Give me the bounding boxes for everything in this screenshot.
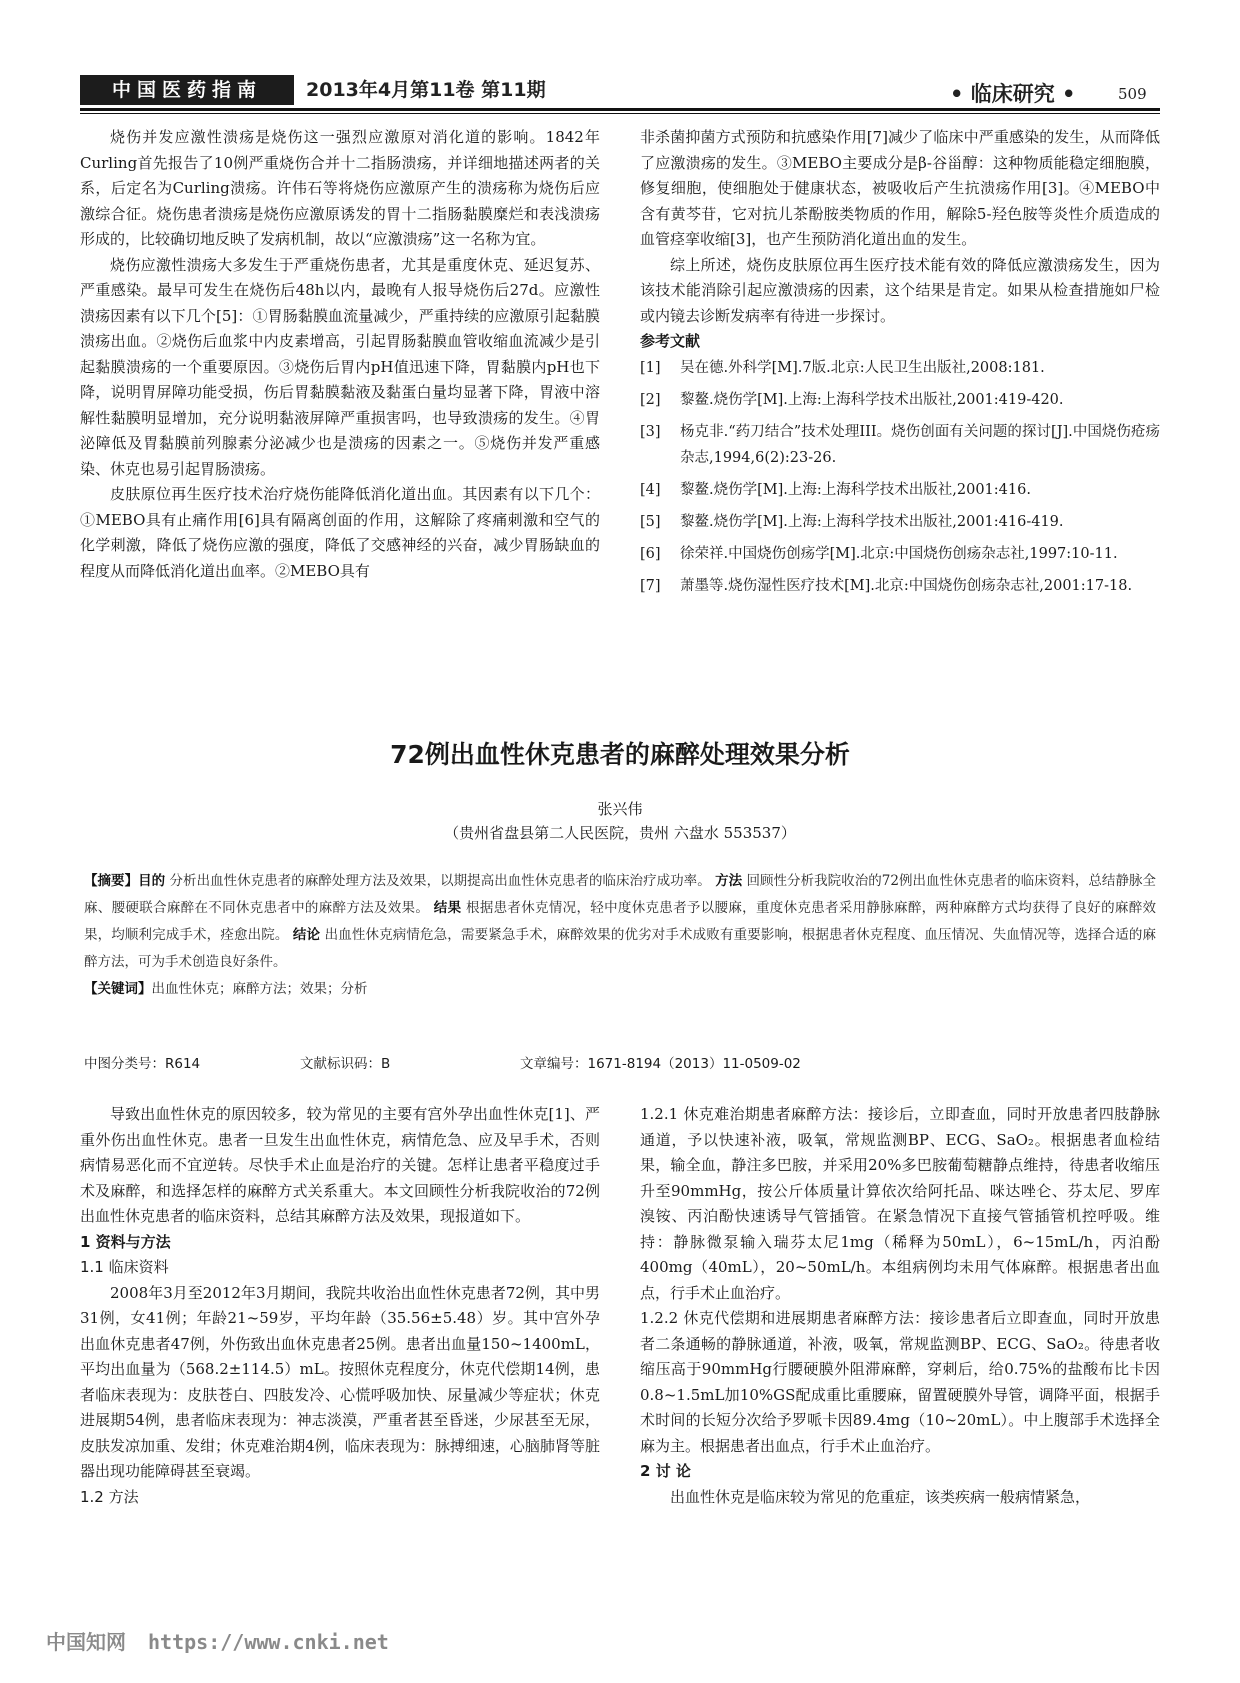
document-code: 文献标识码：B <box>300 1056 391 1072</box>
watermark-url: https://www.cnki.net <box>148 1630 389 1654</box>
objective-label: 目的 <box>138 873 166 889</box>
prev-article-left-column <box>80 125 600 584</box>
paragraph: 2008年3月至2012年3月期间，我院共收治出血性休克患者72例，其中男31例，女41例；年龄21~59岁，平均年龄（35.56±5.48）岁。其中宫外孕出血休克患者47例，外伤致出血休克患者25例。患者出血量150~1400mL，平均出血量为（568.2±114.5）mL。按照休克程度分，休克代偿期14例，患者临床表现为：皮肤苍白、四肢发冷、心慌呼吸加快、尿量减少等症状；休克进展期54例，患者临床表现为：神志淡漠，严重者甚至昏迷，少尿甚至无尿，皮肤发凉加重、发绀；休克难治期4例，临床表现为：脉搏细速，心脑肺肾等脏器出现功能障碍甚至衰竭。 <box>80 1283 600 1480</box>
article-right-column <box>640 1102 1160 1510</box>
reference-text: 黎鳌.烧伤学[M].上海:上海科学技术出版社,2001:416-419. <box>680 513 1064 530</box>
paragraph: 1.2.2 休克代偿期和进展期患者麻醉方法：接诊患者后立即查血，同时开放患者二条通畅的静脉通道，补液，吸氧，常规监测BP、ECG、SaO₂。待患者收缩压高于90mmHg行腰硬膜外阻滞麻醉，穿刺后，给0.75%的盐酸布比卡因0.8~1.5mL加10%GS配成重比重腰麻，留置硬膜外导管，调降平面，根据手术时间的长短分次给予罗哌卡因89.4mg（10~20mL）。中上腹部手术选择全麻为主。根据患者出血点，行手术止血治疗。 <box>640 1309 1160 1455</box>
section-heading: 2 讨 论 <box>640 1462 691 1480</box>
conclusion-text: 出血性休克病情危急，需要紧急手术，麻醉效果的优劣对手术成败有重要影响，根据患者休克程度、血压情况、失血情况等，选择合适的麻醉方法，可为手术创造良好条件。 <box>84 927 1157 970</box>
abstract-label: 【摘要】 <box>84 873 139 889</box>
paragraph: 皮肤原位再生医疗技术治疗烧伤能降低消化道出血。其因素有以下几个：①MEBO具有止痛作用[6]具有隔离创面的作用，这解除了疼痛刺激和空气的化学刺激，降低了烧伤应激的强度，降低了交感神经的兴奋，减少胃肠缺血的程度从而降低消化道出血率。②MEBO具有 <box>80 485 600 580</box>
clc-number: 中图分类号：R614 <box>84 1056 201 1072</box>
section-label: • 临床研究 • <box>950 82 1076 106</box>
reference-number: [2] <box>640 391 661 408</box>
paragraph: 综上所述，烧伤皮肤原位再生医疗技术能有效的降低应激溃疡发生，因为该技术能消除引起应激溃疡的因素，这个结果是肯定。如果从检查措施如尸检或内镜去诊断发病率有待进一步探讨。 <box>640 255 1160 325</box>
header-rule <box>80 108 1160 111</box>
page-number: 509 <box>1118 85 1147 103</box>
article-left-column <box>80 1102 600 1510</box>
subsection-heading: 1.2 方法 <box>80 1487 139 1506</box>
reference-number: [1] <box>640 359 661 376</box>
reference-number: [4] <box>640 481 661 498</box>
article-title: 72例出血性休克患者的麻醉处理效果分析 <box>390 740 850 769</box>
reference-item <box>640 509 1160 535</box>
reference-number: [5] <box>640 513 661 530</box>
reference-item <box>640 387 1160 413</box>
cnki-watermark <box>46 1626 411 1655</box>
method-text: 回顾性分析我院收治的72例出血性休克患者的临床资料，总结静脉全麻、腰硬联合麻醉在不同休克患者中的麻醉方法及效果。 <box>84 873 1157 916</box>
reference-text: 黎鳌.烧伤学[M].上海:上海科学技术出版社,2001:416. <box>680 481 1031 498</box>
reference-item <box>640 541 1160 567</box>
references-heading: 参考文献 <box>640 332 701 350</box>
paragraph: 烧伤并发应激性溃疡是烧伤这一强烈应激原对消化道的影响。1842年Curling首先报告了10例严重烧伤合并十二指肠溃疡，并详细地描述两者的关系，后定名为Curling溃疡。许伟石等将烧伤应激原产生的溃疡称为烧伤后应激综合征。烧伤患者溃疡是烧伤应激原诱发的胃十二指肠黏膜糜烂和表浅溃疡形成的，比较确切地反映了发病机制，故以“应激溃疡”这一名称为宜。 <box>80 128 600 248</box>
paragraph: 导致出血性休克的原因较多，较为常见的主要有宫外孕出血性休克[1]、严重外伤出血性休克。患者一旦发生出血性休克，病情危急、应及早手术，否则病情易恶化而不宜逆转。尽快手术止血是治疗的关键。怎样让患者平稳度过手术及麻醉，和选择怎样的麻醉方式关系重大。本文回顾性分析我院收治的72例出血性休克患者的临床资料，总结其麻醉方法及效果，现报道如下。 <box>80 1105 600 1225</box>
subsection-heading: 1.1 临床资料 <box>80 1258 169 1276</box>
reference-text: 黎鳌.烧伤学[M].上海:上海科学技术出版社,2001:419-420. <box>680 391 1064 408</box>
reference-number: [3] <box>640 423 661 440</box>
paragraph: 非杀菌抑菌方式预防和抗感染作用[7]减少了临床中严重感染的发生，从而降低了应激溃疡的发生。③MEBO主要成分是β-谷甾醇：这种物质能稳定细胞膜，修复细胞，使细胞处于健康状态，被吸收后产生抗溃疡作用[3]。④MEBO中含有黄芩苷，它对抗儿茶酚胺类物质的作用，解除5-羟色胺等炎性介质造成的血管痉挛收缩[3]，也产生预防消化道出血的发生。 <box>640 128 1160 248</box>
reference-item <box>640 477 1160 503</box>
abstract <box>84 868 1156 1003</box>
article-number: 文章编号：1671-8194（2013）11-0509-02 <box>520 1056 801 1072</box>
article-affiliation: （贵州省盘县第二人民医院，贵州 六盘水 553537） <box>444 824 796 842</box>
reference-item <box>640 573 1160 599</box>
reference-text: 杨克非.“药刀结合”技术处理III。烧伤创面有关问题的探讨[J].中国烧伤疮疡杂志,1994,6(2):23-26. <box>680 423 1160 466</box>
paragraph: 1.2.1 休克难治期患者麻醉方法：接诊后，立即查血，同时开放患者四肢静脉通道，予以快速补液，吸氧，常规监测BP、ECG、SaO₂。根据患者血检结果，输全血，静注多巴胺，并采用20%多巴胺葡萄糖静点维持，待患者收缩压升至90mmHg，按公斤体质量计算依次给阿托品、咪达唑仑、芬太尼、罗库溴铵、丙泊酚快速诱导气管插管。在紧急情况下直接气管插管机控呼吸。维持：静脉微泵输入瑞芬太尼1mg（稀释为50mL），6~15mL/h，丙泊酚400mg（40mL），20~50mL/h。本组病例均未用气体麻醉。根据患者出血点，行手术止血治疗。 <box>640 1105 1160 1302</box>
article-author: 张兴伟 <box>597 800 643 818</box>
paragraph: 烧伤应激性溃疡大多发生于严重烧伤患者，尤其是重度休克、延迟复苏、严重感染。最早可发生在烧伤后48h以内，最晚有人报导烧伤后27d。应激性溃疡因素有以下几个[5]：①胃肠黏膜血流量减少，严重持续的应激原引起黏膜溃疡出血。②烧伤后血浆中内皮素增高，引起胃肠黏膜血管收缩血流减少是引起黏膜溃疡的一个重要原因。③烧伤后胃内pH值迅速下降，胃黏膜内pH也下降，说明胃屏障功能受损，伤后胃黏膜黏液及黏蛋白量均显著下降，胃液中溶解性黏膜明显增加，充分说明黏液屏障严重损害吗，也导致溃疡的发生。④胃泌障低及胃黏膜前列腺素分泌减少也是溃疡的因素之一。⑤烧伤并发严重感染、休克也易引起胃肠溃疡。 <box>80 255 600 478</box>
reference-number: [6] <box>640 545 661 562</box>
conclusion-label: 结论 <box>292 927 321 943</box>
reference-text: 吴在德.外科学[M].7版.北京:人民卫生出版社,2008:181. <box>680 359 1045 376</box>
reference-text: 萧墨等.烧伤湿性医疗技术[M].北京:中国烧伤创疡杂志社,2001:17-18. <box>680 577 1133 594</box>
issue-info: 2013年4月第11卷 第11期 <box>306 79 546 101</box>
journal-name: 中国医药指南 <box>80 75 294 105</box>
method-label: 方法 <box>715 873 743 889</box>
reference-item <box>640 419 1160 471</box>
header-rule-thin <box>80 113 1160 114</box>
reference-text: 徐荣祥.中国烧伤创疡学[M].北京:中国烧伤创疡杂志社,1997:10-11. <box>680 545 1118 562</box>
reference-number: [7] <box>640 577 661 594</box>
keywords: 出血性休克；麻醉方法；效果；分析 <box>151 981 368 997</box>
reference-item <box>640 355 1160 381</box>
paragraph: 出血性休克是临床较为常见的危重症，该类疾病一般病情紧急， <box>670 1487 1091 1506</box>
objective-text: 分析出血性休克患者的麻醉处理方法及效果，以期提高出血性休克患者的临床治疗成功率。 <box>169 873 711 889</box>
section-heading: 1 资料与方法 <box>80 1232 171 1251</box>
result-label: 结果 <box>433 900 462 916</box>
result-text: 根据患者休克情况，轻中度休克患者予以腰麻，重度休克患者采用静脉麻醉，两种麻醉方式均获得了良好的麻醉效果，均顺利完成手术，痊愈出院。 <box>84 900 1157 943</box>
prev-article-right-column <box>640 125 1160 605</box>
reference-list <box>640 355 1160 599</box>
keywords-label: 【关键词】 <box>84 981 152 997</box>
watermark-site: 中国知网 <box>46 1630 126 1654</box>
